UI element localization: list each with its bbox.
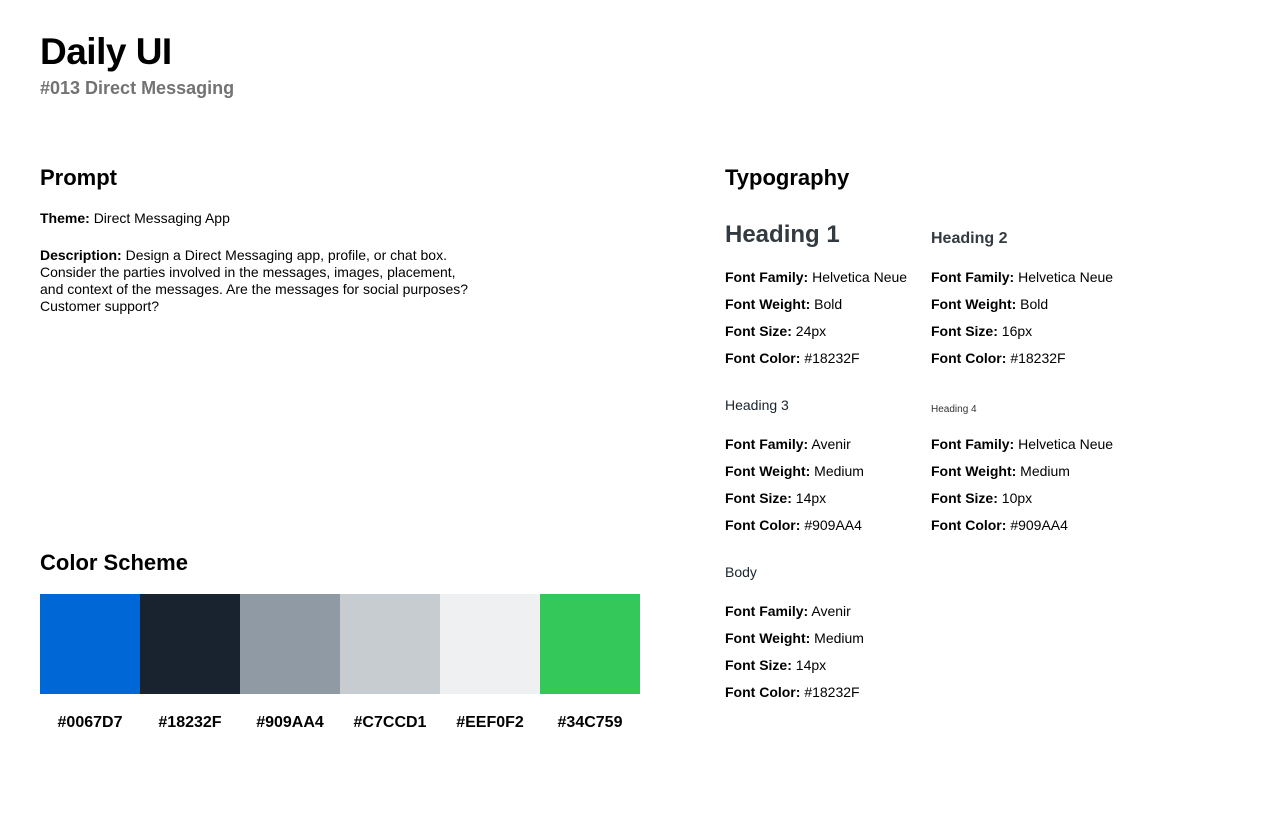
color-hex-label: #C7CCD1	[353, 714, 427, 731]
spec-value: 10px	[1001, 490, 1033, 506]
spec-font-size	[931, 323, 1131, 340]
spec-font-weight	[725, 630, 925, 647]
color-hex-label: #EEF0F2	[456, 714, 524, 731]
spec-label: Font Family:	[931, 269, 1015, 285]
spec-font-family	[931, 269, 1131, 286]
spec-label: Font Size:	[931, 490, 998, 506]
spec-font-weight	[725, 296, 925, 313]
spec-font-size	[725, 657, 925, 674]
spec-value: #909AA4	[1010, 517, 1068, 533]
spec-font-size	[725, 323, 925, 340]
spec-value: #18232F	[1010, 350, 1066, 366]
prompt-heading: Prompt	[40, 165, 117, 190]
spec-font-weight	[931, 296, 1131, 313]
spec-label: Font Color:	[725, 350, 801, 366]
spec-label: Font Color:	[931, 517, 1007, 533]
spec-value: #909AA4	[804, 517, 862, 533]
body-specs	[725, 603, 925, 711]
spec-value: #18232F	[804, 684, 860, 700]
spec-value: 14px	[795, 657, 827, 673]
spec-font-family	[931, 436, 1131, 453]
heading-1-specs	[725, 269, 925, 377]
body-sample: Body	[725, 564, 757, 580]
color-swatch	[140, 594, 240, 694]
spec-label: Font Weight:	[931, 463, 1017, 479]
spec-value: Bold	[814, 296, 843, 312]
spec-label: Font Family:	[931, 436, 1015, 452]
color-swatches	[40, 594, 640, 694]
color-hex-label: #0067D7	[57, 714, 123, 731]
prompt-description-line-2: Consider the parties involved in the messages, images, placement,	[40, 264, 456, 280]
spec-font-color	[931, 350, 1131, 367]
prompt-theme	[40, 210, 520, 227]
spec-font-size	[725, 490, 925, 507]
spec-value: Bold	[1020, 296, 1049, 312]
color-swatch	[540, 594, 640, 694]
spec-font-color	[725, 684, 925, 701]
spec-value: Medium	[1020, 463, 1070, 479]
page-subtitle: #013 Direct Messaging	[40, 78, 235, 98]
heading-2-specs	[931, 269, 1131, 377]
spec-value: Avenir	[811, 436, 851, 452]
page-title: Daily UI	[40, 31, 172, 72]
spec-label: Font Family:	[725, 603, 809, 619]
spec-font-weight	[725, 463, 925, 480]
spec-label: Font Weight:	[931, 296, 1017, 312]
typography-heading: Typography	[725, 165, 850, 190]
spec-value: Medium	[814, 630, 864, 646]
spec-value: Helvetica Neue	[812, 269, 908, 285]
spec-label: Font Size:	[725, 323, 792, 339]
color-swatch	[240, 594, 340, 694]
heading-4-specs	[931, 436, 1131, 544]
color-hex-label: #34C759	[557, 714, 623, 731]
spec-value: Helvetica Neue	[1018, 436, 1114, 452]
spec-value: #18232F	[804, 350, 860, 366]
description-text: Design a Direct Messaging app, profile, or chat box.	[125, 247, 447, 263]
theme-label: Theme:	[40, 210, 90, 226]
description-label: Description:	[40, 247, 122, 263]
spec-label: Font Family:	[725, 436, 809, 452]
prompt-description-line-1	[40, 247, 520, 264]
heading-4-sample: Heading 4	[931, 404, 977, 415]
spec-font-family	[725, 269, 925, 286]
spec-label: Font Color:	[725, 684, 801, 700]
spec-value: Helvetica Neue	[1018, 269, 1114, 285]
theme-value: Direct Messaging App	[93, 210, 230, 226]
spec-value: Medium	[814, 463, 864, 479]
spec-font-color	[725, 350, 925, 367]
color-hex-labels	[40, 713, 640, 733]
spec-label: Font Color:	[931, 350, 1007, 366]
spec-font-family	[725, 436, 925, 453]
prompt-description-line-3: and context of the messages. Are the messages for social purposes?	[40, 281, 469, 297]
spec-label: Font Weight:	[725, 630, 811, 646]
heading-2-sample: Heading 2	[931, 230, 1008, 247]
heading-3-specs	[725, 436, 925, 544]
color-hex-label: #18232F	[158, 714, 222, 731]
spec-label: Font Size:	[725, 657, 792, 673]
spec-label: Font Weight:	[725, 296, 811, 312]
spec-font-weight	[931, 463, 1131, 480]
color-scheme-heading: Color Scheme	[40, 550, 188, 575]
spec-label: Font Color:	[725, 517, 801, 533]
spec-value: 14px	[795, 490, 827, 506]
spec-font-color	[931, 517, 1131, 534]
color-hex-label: #909AA4	[256, 714, 324, 731]
heading-1-sample: Heading 1	[725, 221, 840, 248]
spec-font-size	[931, 490, 1131, 507]
spec-value: 16px	[1001, 323, 1033, 339]
spec-label: Font Weight:	[725, 463, 811, 479]
color-swatch	[340, 594, 440, 694]
color-swatch	[40, 594, 140, 694]
prompt-description-line-4: Customer support?	[40, 298, 160, 314]
spec-label: Font Family:	[725, 269, 809, 285]
color-swatch	[440, 594, 540, 694]
spec-value: 24px	[795, 323, 827, 339]
spec-label: Font Size:	[725, 490, 792, 506]
spec-value: Avenir	[811, 603, 851, 619]
spec-font-color	[725, 517, 925, 534]
spec-font-family	[725, 603, 925, 620]
spec-label: Font Size:	[931, 323, 998, 339]
heading-3-sample: Heading 3	[725, 397, 789, 413]
